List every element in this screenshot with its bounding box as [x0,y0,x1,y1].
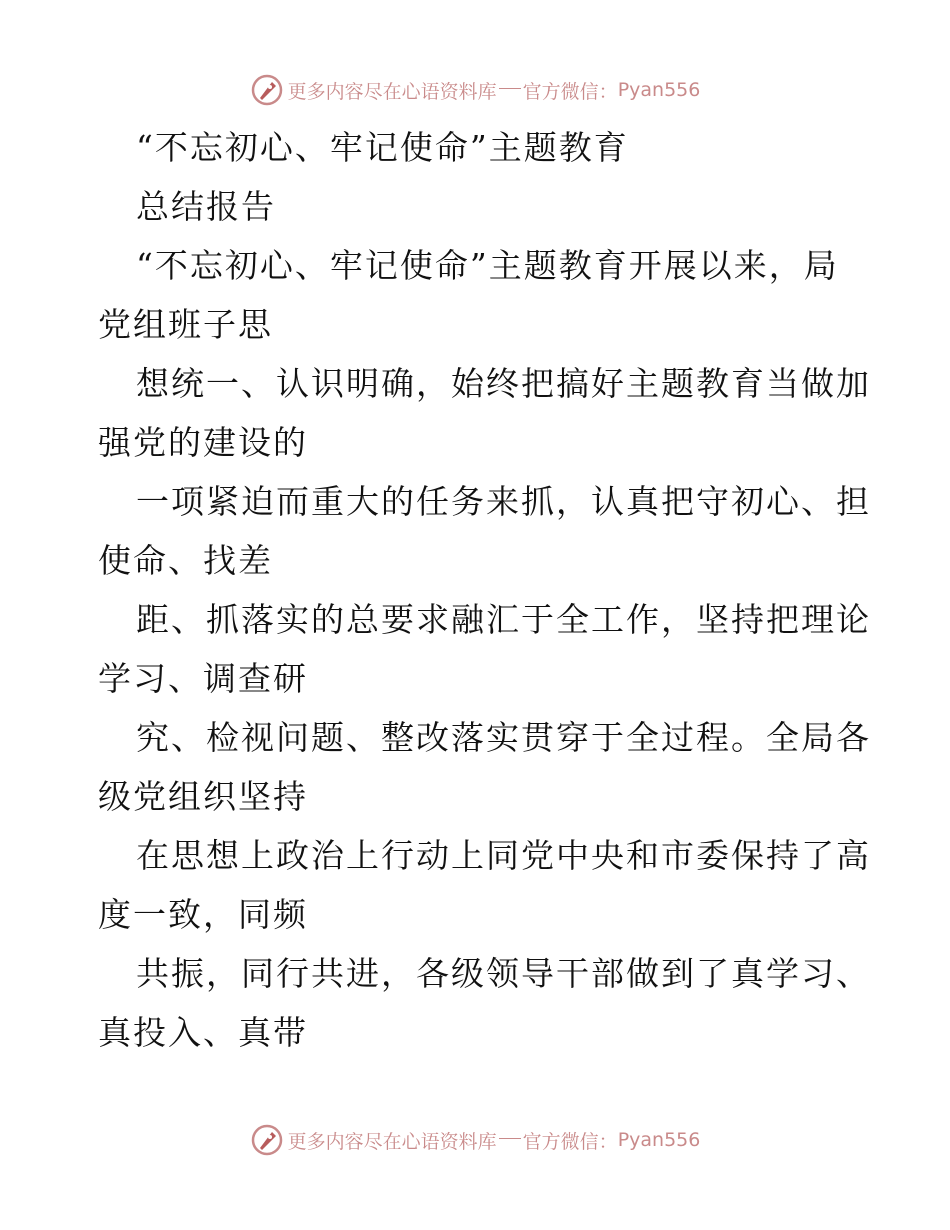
paragraph-line: 度一致，同频 [98,895,308,934]
document-body [98,118,871,1062]
document-title: “不忘初心、牢记使命”主题教育 [136,128,629,167]
watermark-wechat-label: 官方微信： [522,1130,618,1153]
document-subtitle: 总结报告 [136,187,276,226]
paragraph-line: 想统一、认识明确，始终把搞好主题教育当做加 [136,364,871,403]
watermark-wechat-handle: Pyan556 [617,79,701,101]
paragraph-line: 究、检视问题、整改落实贯穿于全过程。全局各 [136,718,871,757]
pen-nib-icon [250,1123,284,1157]
watermark-main-text: 更多内容尽在心语资料库 [287,80,497,103]
watermark-wechat-label: 官方微信： [522,80,618,103]
paragraph-line: “不忘初心、牢记使命”主题教育开展以来，局 [136,246,839,285]
watermark-wechat-handle: Pyan556 [617,1129,701,1151]
paragraph-line: 强党的建设的 [98,423,308,462]
paragraph-line: 共振，同行共进，各级领导干部做到了真学习、 [136,954,871,993]
paragraph-line: 级党组织坚持 [98,777,308,816]
paragraph-line: 真投入、真带 [98,1013,308,1052]
header-watermark [0,70,950,110]
paragraph-line: 党组班子思 [98,305,273,344]
watermark-main-text: 更多内容尽在心语资料库 [287,1130,497,1153]
paragraph-line: 使命、找差 [98,541,273,580]
watermark-dash [499,88,521,89]
paragraph-line: 一项紧迫而重大的任务来抓，认真把守初心、担 [136,482,871,521]
pen-nib-icon [250,73,284,107]
footer-watermark [0,1120,950,1160]
paragraph-line: 在思想上政治上行动上同党中央和市委保持了高 [136,836,871,875]
paragraph-line: 学习、调查研 [98,659,308,698]
watermark-dash [499,1138,521,1139]
paragraph-line: 距、抓落实的总要求融汇于全工作，坚持把理论 [136,600,871,639]
